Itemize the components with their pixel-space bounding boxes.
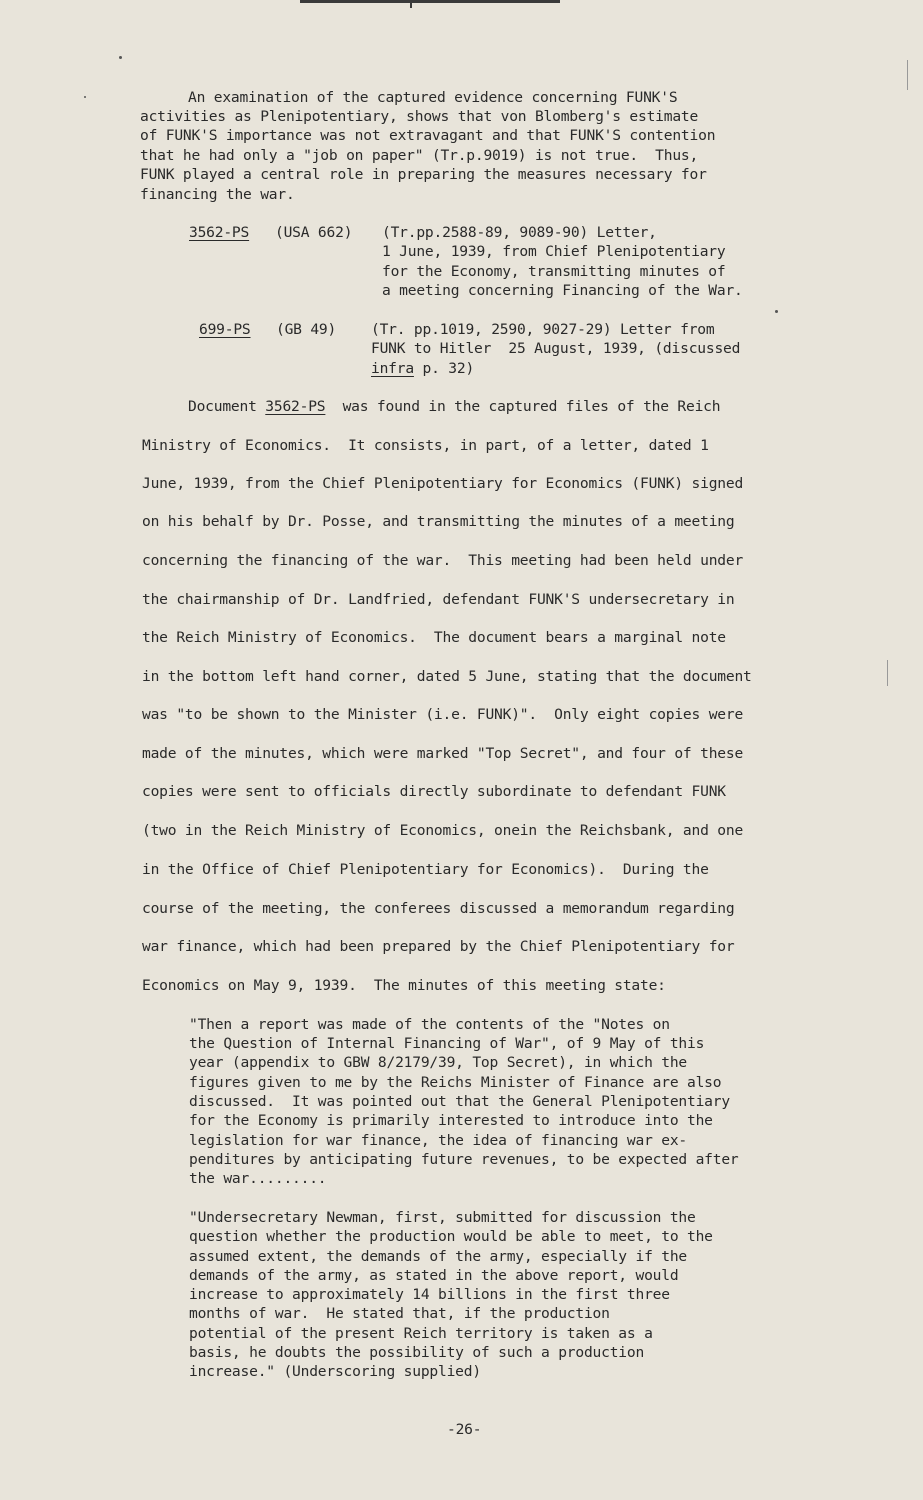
quote-line: potential of the present Reich territory is taken as a	[189, 1325, 653, 1342]
quote-line: basis, he doubts the possibility of such a production	[189, 1344, 645, 1361]
quote-line: penditures by anticipating future revenues, to be expected after	[189, 1151, 739, 1168]
exhibit-description-line: for the Economy, transmitting minutes of	[382, 263, 726, 280]
paper-speck	[775, 310, 778, 313]
main-first-line	[188, 397, 720, 416]
infra-rest: p. 32)	[413, 360, 475, 377]
main-first-prefix: Document	[188, 398, 266, 415]
paper-edge-mark	[887, 660, 888, 686]
infra-word: infra	[371, 360, 414, 377]
main-line: in the bottom left hand corner, dated 5 June, stating that the document	[142, 668, 752, 685]
quote-line: "Then a report was made of the contents of the "Notes on	[189, 1016, 670, 1033]
quote-line: months of war. He stated that, if the production	[189, 1305, 610, 1322]
paper-speck	[119, 56, 122, 59]
quote-line: increase." (Underscoring supplied)	[189, 1363, 481, 1380]
intro-line: of FUNK'S importance was not extravagant and that FUNK'S contention	[140, 127, 716, 144]
main-doc-reference: 3562-PS	[265, 398, 326, 415]
exhibit-description-line: FUNK to Hitler 25 August, 1939, (discussed	[371, 340, 741, 357]
quote-line: increase to approximately 14 billions in the first three	[189, 1286, 670, 1303]
main-line: Economics on May 9, 1939. The minutes of this meeting state:	[142, 977, 666, 994]
main-line: in the Office of Chief Plenipotentiary for Economics). During the	[142, 861, 709, 878]
exhibit-doc-number: 3562-PS	[189, 224, 250, 241]
main-line: (two in the Reich Ministry of Economics, onein the Reichsbank, and one	[142, 822, 744, 839]
paper-edge-mark	[907, 60, 908, 90]
main-line: made of the minutes, which were marked "Top Secret", and four of these	[142, 745, 744, 762]
main-line: course of the meeting, the conferees discussed a memorandum regarding	[142, 900, 735, 917]
top-edge-mark	[300, 0, 560, 3]
main-line: the chairmanship of Dr. Landfried, defendant FUNK'S undersecretary in	[142, 591, 735, 608]
exhibit-description-line: (Tr.pp.2588-89, 9089-90) Letter,	[382, 224, 657, 241]
exhibit-description-line: 1 June, 1939, from Chief Plenipotentiary	[382, 243, 726, 260]
intro-line: that he had only a "job on paper" (Tr.p.9019) is not true. Thus,	[140, 147, 699, 164]
intro-line: activities as Plenipotentiary, shows that von Blomberg's estimate	[140, 108, 699, 125]
quote-line: figures given to me by the Reichs Minister of Finance are also	[189, 1074, 722, 1091]
intro-line: An examination of the captured evidence concerning FUNK'S	[188, 89, 678, 106]
exhibit-description-line	[371, 359, 474, 378]
quote-line: for the Economy is primarily interested to introduce into the	[189, 1112, 713, 1129]
main-line: June, 1939, from the Chief Plenipotentiary for Economics (FUNK) signed	[142, 475, 744, 492]
main-line: Ministry of Economics. It consists, in part, of a letter, dated 1	[142, 437, 709, 454]
paper-speck	[84, 96, 86, 98]
quote-line: demands of the army, as stated in the above report, would	[189, 1267, 679, 1284]
main-line: war finance, which had been prepared by the Chief Plenipotentiary for	[142, 938, 735, 955]
exhibit-doc-number: 699-PS	[199, 321, 251, 338]
page-number: -26-	[447, 1421, 482, 1438]
quote-line: year (appendix to GBW 8/2179/39, Top Secret), in which the	[189, 1054, 687, 1071]
main-line: copies were sent to officials directly subordinate to defendant FUNK	[142, 783, 726, 800]
top-edge-tick	[410, 0, 412, 8]
quote-line: assumed extent, the demands of the army, especially if the	[189, 1248, 687, 1265]
main-line: on his behalf by Dr. Posse, and transmitting the minutes of a meeting	[142, 513, 735, 530]
quote-line: "Undersecretary Newman, first, submitted for discussion the	[189, 1209, 696, 1226]
main-line: was "to be shown to the Minister (i.e. FUNK)". Only eight copies were	[142, 706, 744, 723]
exhibit-description-line: (Tr. pp.1019, 2590, 9027-29) Letter from	[371, 321, 715, 338]
quote-line: discussed. It was pointed out that the General Plenipotentiary	[189, 1093, 730, 1110]
exhibit-number: (GB 49)	[276, 321, 337, 338]
quote-line: the Question of Internal Financing of War", of 9 May of this	[189, 1035, 705, 1052]
main-first-suffix: was found in the captured files of the Reich	[325, 398, 721, 415]
quote-line: legislation for war finance, the idea of financing war ex-	[189, 1132, 687, 1149]
intro-line: financing the war.	[140, 186, 295, 203]
exhibit-number: (USA 662)	[275, 224, 353, 241]
exhibit-description-line: a meeting concerning Financing of the War.	[382, 282, 743, 299]
main-line: the Reich Ministry of Economics. The document bears a marginal note	[142, 629, 726, 646]
quote-line: the war.........	[189, 1170, 327, 1187]
quote-line: question whether the production would be able to meet, to the	[189, 1228, 713, 1245]
main-line: concerning the financing of the war. This meeting had been held under	[142, 552, 744, 569]
intro-line: FUNK played a central role in preparing the measures necessary for	[140, 166, 707, 183]
